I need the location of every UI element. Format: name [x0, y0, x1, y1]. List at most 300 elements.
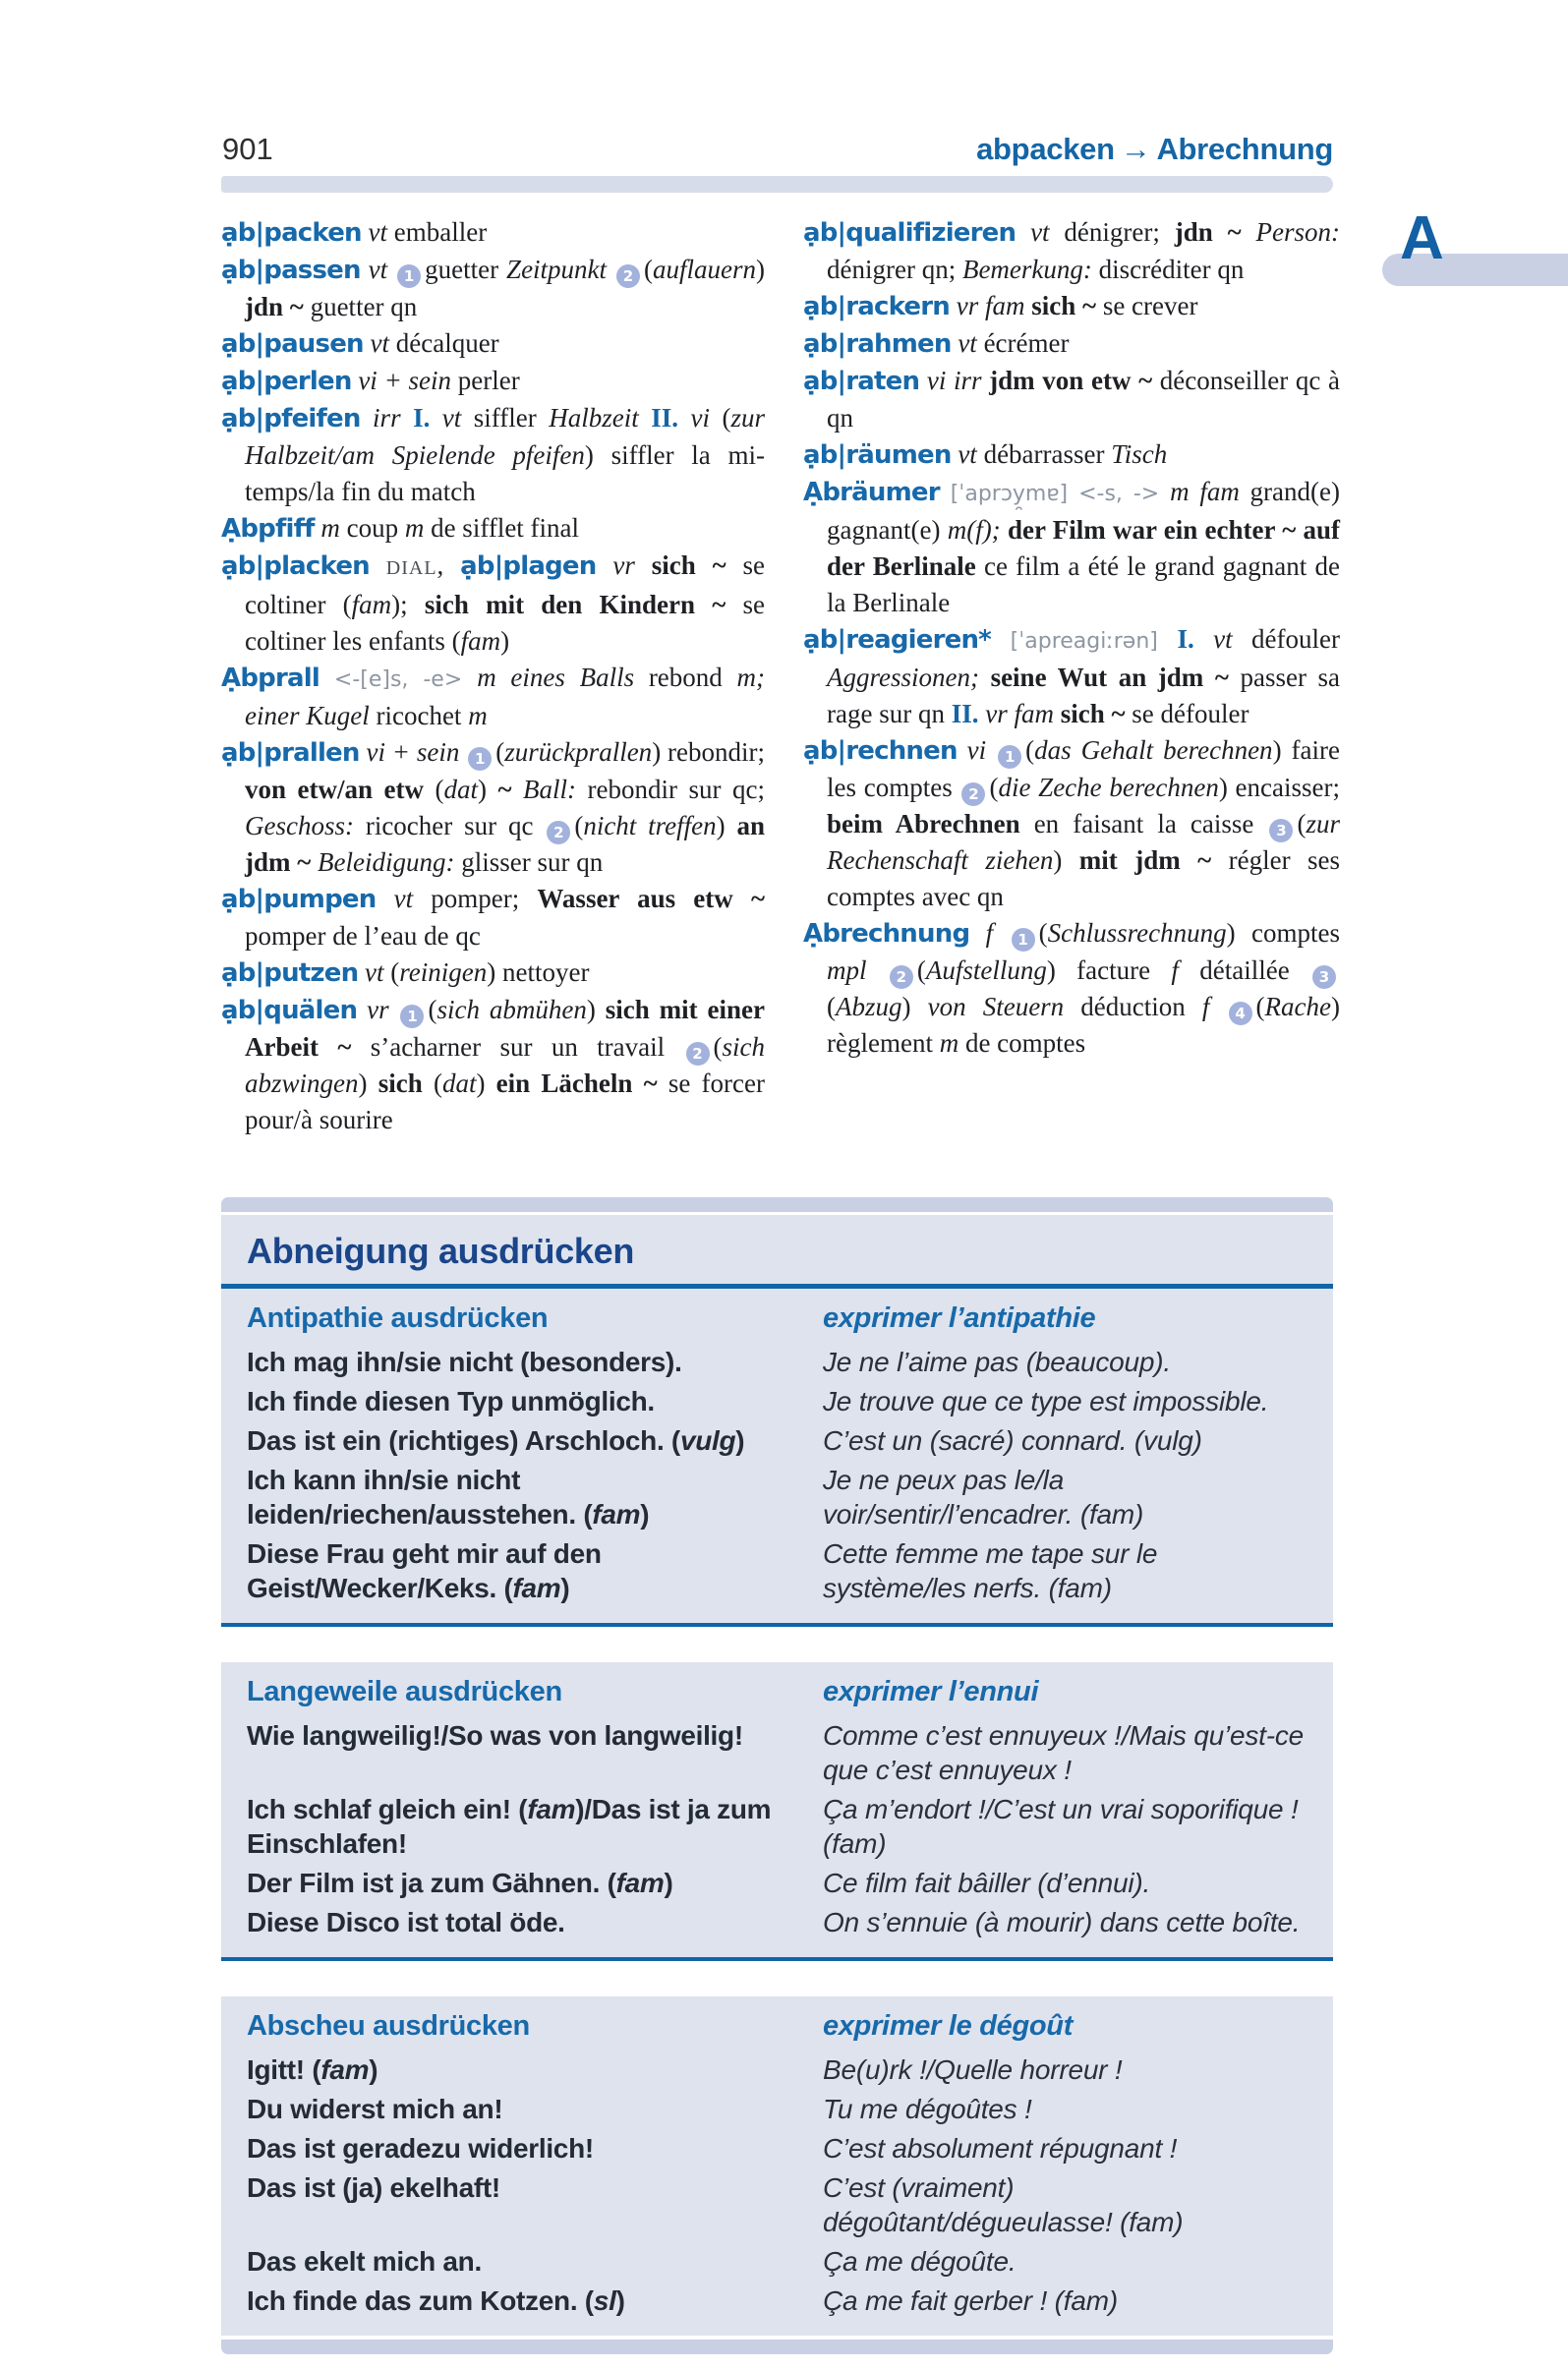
headword: ạb|prallen: [221, 738, 360, 768]
text-segment: )/Das ist ja zum Einschlafen!: [247, 1794, 772, 1859]
text-segment: se coltiner (: [245, 550, 766, 619]
text-segment: régler ses comptes avec qn: [827, 845, 1341, 911]
section-heading-french: exprimer le dégoût: [823, 2010, 1074, 2042]
phrase-german: [247, 1718, 823, 1787]
text-segment: m(f);: [947, 515, 1001, 545]
text-segment: ): [560, 1573, 570, 1603]
phrase-box-title-bar: [221, 1215, 1333, 1284]
phrase-french: C’est absolument répugnant !: [823, 2133, 1178, 2164]
dictionary-entry: [803, 214, 1340, 288]
text-segment: dénigrer qn;: [827, 255, 962, 284]
phrase-german: [247, 2244, 823, 2279]
dictionary-entry: [803, 363, 1340, 436]
phrase-french: Ça me dégoûte.: [823, 2246, 1016, 2277]
phrase-german: [247, 1384, 823, 1418]
dictionary-entry: [221, 881, 765, 954]
text-segment: sich: [377, 1069, 423, 1098]
dictionary-entry: [221, 992, 765, 1138]
running-head-last-word: Abrechnung: [1156, 132, 1333, 166]
arrow-right-icon: →: [1120, 132, 1151, 166]
headword: ạb|reagieren*: [803, 625, 991, 655]
phrase-french: Je ne l’aime pas (beaucoup).: [823, 1347, 1171, 1377]
text-segment: Ich kann ihn/sie nicht leiden/riechen/ausstehen. (: [247, 1465, 593, 1530]
text-segment: perler: [457, 366, 520, 395]
text-segment: (: [916, 955, 926, 985]
text-segment: (: [644, 255, 653, 284]
text-segment: Beleidigung:: [318, 847, 455, 877]
text-segment: fam: [527, 1794, 576, 1824]
sense-number-badge: 2: [686, 1042, 710, 1066]
text-segment: (: [1025, 735, 1035, 765]
text-segment: vt: [376, 884, 432, 913]
dictionary-entry: [221, 252, 765, 325]
text-segment: fam: [592, 1499, 641, 1530]
text-segment: Person:: [1255, 217, 1340, 247]
text-segment: vt: [1193, 624, 1252, 654]
text-segment: sich abmühen: [436, 995, 587, 1024]
text-segment: grand(e) gagnant(e): [827, 477, 1340, 545]
headword: ạb|putzen: [221, 958, 359, 988]
text-segment: sich ~: [651, 550, 726, 580]
phrase-german: [247, 1463, 823, 1531]
sense-number-badge: 1: [397, 264, 421, 288]
text-segment: Ich finde das zum Kotzen. (: [247, 2285, 594, 2316]
text-segment: passer sa rage sur qn: [827, 663, 1341, 728]
text-segment: m: [404, 513, 425, 543]
headword: ạb|quälen: [221, 996, 358, 1025]
text-segment: siffler: [473, 403, 550, 433]
text-segment: Wasser aus etw ~: [537, 884, 765, 913]
text-segment: ) facture: [1046, 955, 1172, 985]
headword: ạb|räumen: [803, 440, 952, 470]
text-segment: m: [314, 513, 347, 543]
text-segment: sich mit einer Arbeit ~: [245, 995, 765, 1062]
phrase-french: C’est un (sacré) connard. (vulg): [823, 1425, 1202, 1456]
text-segment: guetter: [425, 255, 507, 284]
text-segment: Wie langweilig!/So was von langweilig!: [247, 1720, 743, 1751]
text-segment: Abzug: [836, 992, 902, 1021]
text-segment: ): [640, 1499, 650, 1530]
text-segment: I.: [1177, 624, 1194, 654]
headword: Ạbrechnung: [803, 919, 970, 949]
text-segment: vt: [430, 403, 474, 433]
text-segment: DIAL: [385, 557, 437, 579]
text-segment: von Steuern: [927, 992, 1065, 1021]
text-segment: Ich mag ihn/sie nicht (besonders).: [247, 1347, 682, 1377]
text-segment: fam: [512, 1573, 561, 1603]
phrase-german: [247, 2092, 823, 2126]
text-segment: sl: [593, 2285, 616, 2316]
text-segment: en faisant la caisse: [1019, 809, 1268, 838]
text-segment: zur Rechenschaft ziehen: [827, 809, 1340, 875]
text-segment: Diese Disco ist total öde.: [247, 1907, 565, 1937]
dictionary-entry: [803, 325, 1340, 363]
headword: Ạbprall: [221, 664, 319, 693]
text-segment: zurückprallen: [504, 737, 653, 767]
text-segment: Zeitpunkt: [506, 255, 614, 284]
phrase-french: Tu me dégoûtes !: [823, 2094, 1032, 2124]
headword: Ạbpfiff: [221, 514, 315, 544]
phrase-section: [221, 1289, 1333, 1623]
dictionary-entry: [803, 915, 1340, 1062]
text-segment: (: [1297, 809, 1307, 838]
text-segment: II.: [951, 699, 979, 728]
sense-number-badge: 2: [890, 965, 913, 989]
text-segment: vr: [596, 550, 652, 580]
text-segment: (: [423, 775, 444, 804]
text-segment: jdn ~: [1174, 217, 1242, 247]
text-segment: défouler: [1251, 624, 1340, 654]
text-segment: ricochet: [376, 701, 469, 730]
phrase-box-title: Abneigung ausdrücken: [247, 1231, 635, 1271]
phrase-french: Ça m’endort !/C’est un vrai soporifique ! (fam): [823, 1794, 1299, 1859]
headword: Ạbräumer: [803, 478, 940, 507]
text-segment: seine Wut an jdm ~: [990, 663, 1229, 692]
text-segment: vi + sein: [359, 737, 467, 767]
sense-number-badge: 1: [400, 1005, 424, 1028]
phrase-french: C’est (vraiment) dégoûtant/dégueulasse! (fam): [823, 2172, 1184, 2237]
text-segment: Bemerkung:: [961, 255, 1092, 284]
sense-number-badge: 3: [1312, 965, 1336, 989]
text-segment: s’acharner sur un travail: [351, 1032, 684, 1062]
text-segment: (: [827, 992, 836, 1021]
text-segment: ) encaisser;: [1218, 773, 1340, 802]
text-segment: guetter qn: [303, 292, 418, 321]
text-segment: jdn ~: [245, 292, 304, 321]
text-segment: reinigen: [399, 957, 488, 987]
sense-number-badge: 2: [961, 782, 985, 806]
headword: ạb|rackern: [803, 292, 950, 321]
headword: ạb|packen: [221, 218, 362, 248]
text-segment: (: [722, 403, 731, 433]
text-segment: ): [756, 255, 765, 284]
page-number: 901: [222, 132, 273, 166]
text-segment: ein Lächeln ~: [495, 1069, 658, 1098]
text-segment: [1209, 992, 1226, 1021]
text-segment: ricocher sur qc: [353, 811, 546, 840]
text-segment: jdm von etw ~: [989, 366, 1153, 395]
text-segment: m: [468, 701, 488, 730]
text-segment: Das ist ein (richtiges) Arschloch. (: [247, 1425, 680, 1456]
text-segment: der Film war ein echter ~ auf der Berlinale: [827, 515, 1341, 581]
phrase-box-bottom-strip: [221, 2340, 1333, 2354]
text-segment: Das ist geradezu widerlich!: [247, 2133, 594, 2164]
text-segment: ): [901, 992, 928, 1021]
sense-number-badge: 4: [1229, 1002, 1252, 1025]
text-segment: Diese Frau geht mir auf den Geist/Wecker/Keks. (: [247, 1538, 602, 1603]
headword: ạb|placken: [221, 551, 370, 581]
text-segment: se forcer pour/à sourire: [245, 1069, 765, 1134]
text-segment: II.: [651, 403, 678, 433]
headword: ạb|passen: [221, 256, 361, 285]
text-segment: (: [495, 737, 505, 767]
text-segment: m;: [736, 663, 765, 692]
text-segment: sich abzwingen: [245, 1032, 765, 1098]
phrase-box-sections: [221, 1289, 1333, 2336]
text-segment: (: [713, 1032, 723, 1062]
thumb-index-letter: A: [1400, 204, 1444, 272]
headword: ạb|pfeifen: [221, 404, 361, 433]
phrase-french: Ça me fait gerber ! (fam): [823, 2285, 1118, 2316]
sense-number-badge: 1: [1012, 928, 1035, 952]
text-segment: rebond: [648, 663, 737, 692]
text-segment: vi: [957, 735, 997, 765]
text-segment: ce film a été le grand gagnant de la Berlinale: [827, 551, 1340, 617]
phrase-french: Be(u)rk !/Quelle horreur !: [823, 2054, 1123, 2085]
dictionary-entry: [803, 474, 1340, 621]
text-segment: ) rebondir;: [652, 737, 765, 767]
phrase-german: [247, 1866, 823, 1900]
phrase-french: On s’ennuie (à mourir) dans cette boîte.: [823, 1907, 1301, 1937]
text-segment: vulg: [679, 1425, 736, 1456]
text-segment: ): [735, 1425, 745, 1456]
phrase-section: [221, 1996, 1333, 2336]
dictionary-entry: [221, 954, 765, 992]
text-segment: Tisch: [1111, 439, 1168, 469]
dictionary-entry: [221, 548, 765, 660]
dictionary-entry: [803, 732, 1340, 915]
text-segment: ): [476, 1069, 496, 1098]
phrase-french: Comme c’est ennuyeux !/Mais qu’est-ce que c’est ennuyeux !: [823, 1720, 1305, 1785]
text-segment: vt: [363, 328, 396, 358]
text-segment: mit jdm ~: [1078, 845, 1212, 875]
text-segment: (: [574, 811, 584, 840]
text-segment: discréditer qn: [1091, 255, 1245, 284]
text-segment: einer Kugel: [245, 701, 377, 730]
section-separator-gap: [221, 1961, 1333, 1996]
text-segment: vr: [357, 995, 399, 1024]
text-segment: se défouler: [1125, 699, 1249, 728]
phrase-french: Je trouve que ce type est impossible.: [823, 1386, 1269, 1416]
phrase-french: Ce film fait bâiller (d’ennui).: [823, 1868, 1151, 1898]
headword: ạb|raten: [803, 367, 920, 396]
text-segment: m eines Balls: [477, 663, 649, 692]
dictionary-column-right: [803, 214, 1340, 1062]
text-segment: pomper;: [431, 884, 538, 913]
text-segment: m fam: [1170, 477, 1250, 506]
dictionary-column-left: [221, 214, 765, 1138]
text-segment: détaillée: [1178, 955, 1311, 985]
text-segment: [ˈaprɔy̯mɐ] <-s, ->: [939, 482, 1171, 506]
header-divider-bar: [221, 176, 1333, 193]
text-segment: Halbzeit: [549, 403, 652, 433]
text-segment: Schlussrechnung: [1047, 918, 1227, 948]
text-segment: [979, 663, 991, 692]
sense-number-badge: 2: [616, 264, 640, 288]
text-segment: ,: [436, 550, 461, 580]
text-segment: Rache: [1264, 992, 1331, 1021]
section-heading-german: Abscheu ausdrücken: [247, 2010, 530, 2042]
text-segment: vr fam: [950, 291, 1032, 320]
text-segment: ) siffler la mi-temps/la fin du match: [245, 440, 766, 506]
sense-number-badge: 1: [998, 745, 1021, 769]
text-segment: Ball:: [523, 775, 577, 804]
text-segment: vt: [358, 957, 391, 987]
phrase-german: [247, 2170, 823, 2239]
sense-number-badge: 2: [547, 821, 570, 844]
headword: ạb|perlen: [221, 367, 352, 396]
text-segment: écrémer: [983, 328, 1070, 358]
section-heading-french: exprimer l’antipathie: [823, 1302, 1096, 1334]
text-segment: mpl: [827, 955, 888, 985]
text-segment: ): [369, 2054, 378, 2085]
text-segment: de comptes: [958, 1028, 1086, 1058]
text-segment: ): [716, 811, 737, 840]
text-segment: Aggressionen;: [827, 663, 979, 692]
text-segment: (: [989, 773, 999, 802]
text-segment: Du widerst mich an!: [247, 2094, 503, 2124]
dictionary-entry: [221, 400, 765, 510]
dictionary-entry: [221, 363, 765, 400]
text-segment: (: [1255, 992, 1265, 1021]
text-segment: vt: [360, 255, 396, 284]
phrase-german: [247, 1792, 823, 1861]
text-segment: f: [1201, 992, 1210, 1021]
text-segment: ) règlement: [827, 992, 1340, 1058]
dictionary-entry: [221, 214, 765, 252]
text-segment: glisser sur qn: [454, 847, 604, 877]
phrase-french: Je ne peux pas le/la voir/sentir/l’encadrer. (fam): [823, 1465, 1144, 1530]
dictionary-entry: [221, 325, 765, 363]
dictionary-entry: [221, 734, 765, 881]
sense-number-badge: 3: [1269, 819, 1293, 842]
text-segment: ) comptes: [1226, 918, 1340, 948]
phrase-german: [247, 1423, 823, 1458]
headword: ạb|rahmen: [803, 329, 952, 359]
text-segment: vt: [951, 328, 984, 358]
text-segment: sich mit den Kindern ~: [424, 590, 726, 619]
text-segment: beim Abrechnen: [827, 809, 1020, 838]
text-segment: se crever: [1096, 291, 1198, 320]
headword: ạb|rechnen: [803, 736, 958, 766]
dictionary-entry: [803, 288, 1340, 325]
text-segment: von etw/an etw: [245, 775, 424, 804]
running-head-reference: [976, 132, 1333, 167]
text-segment: fam: [351, 590, 392, 619]
text-segment: (: [422, 1069, 442, 1098]
text-segment: Ich schlaf gleich ein! (: [247, 1794, 528, 1824]
text-segment: Igitt! (: [247, 2054, 321, 2085]
phrase-german: [247, 1536, 823, 1605]
phrase-section: [221, 1662, 1333, 1957]
text-segment: vt: [1016, 217, 1065, 247]
phrase-french: Cette femme me tape sur le système/les nerfs. (fam): [823, 1538, 1158, 1603]
text-segment: Das ist (ja) ekelhaft!: [247, 2172, 500, 2203]
text-segment: vi irr: [919, 366, 990, 395]
text-segment: dénigrer;: [1064, 217, 1175, 247]
text-segment: ) nettoyer: [487, 957, 590, 987]
sense-number-badge: 1: [468, 747, 492, 771]
text-segment: dat: [441, 1069, 477, 1098]
text-segment: fam: [320, 2054, 370, 2085]
text-segment: nicht treffen: [583, 811, 717, 840]
text-segment: ): [500, 626, 510, 656]
text-segment: irr: [360, 403, 414, 433]
dictionary-entry: [221, 660, 765, 734]
text-segment: Das ekelt mich an.: [247, 2246, 482, 2277]
text-segment: emballer: [393, 217, 488, 247]
text-segment: Geschoss:: [245, 811, 354, 840]
phrase-german: [247, 1905, 823, 1939]
section-heading-french: exprimer l’ennui: [823, 1676, 1039, 1707]
text-segment: décalquer: [395, 328, 499, 358]
text-segment: [370, 550, 386, 580]
headword: ạb|plagen: [460, 551, 597, 581]
section-heading-german: Antipathie ausdrücken: [247, 1302, 549, 1334]
text-segment: f: [1171, 955, 1179, 985]
text-segment: pomper de l’eau de qc: [245, 921, 481, 951]
text-segment: Aufstellung: [925, 955, 1047, 985]
text-segment: an jdm ~: [245, 811, 766, 877]
text-segment: f: [969, 918, 1010, 948]
text-segment: [ˈapreagiːrən]: [990, 629, 1178, 654]
headword: ạb|pumpen: [221, 885, 377, 914]
text-segment: vt: [361, 217, 394, 247]
text-segment: ~: [497, 775, 512, 804]
text-segment: Der Film ist ja zum Gähnen. (: [247, 1868, 616, 1898]
section-separator-gap: [221, 1627, 1333, 1662]
text-segment: se coltiner les enfants (: [245, 590, 765, 656]
text-segment: (: [428, 995, 437, 1024]
text-segment: die Zeche berechnen: [998, 773, 1219, 802]
text-segment: das Gehalt berechnen: [1034, 735, 1273, 765]
text-segment: vr fam: [978, 699, 1061, 728]
text-segment: (: [1038, 918, 1048, 948]
text-segment: [1242, 217, 1256, 247]
dictionary-entry: [221, 510, 765, 548]
text-segment: dat: [443, 775, 478, 804]
text-segment: déduction: [1064, 992, 1202, 1021]
phrase-box: [221, 1197, 1333, 2354]
headword: ạb|pausen: [221, 329, 364, 359]
text-segment: );: [391, 590, 425, 619]
text-segment: ): [615, 2285, 625, 2316]
text-segment: [512, 775, 524, 804]
phrase-german: [247, 2052, 823, 2087]
running-head-first-word: abpacken: [976, 132, 1115, 166]
text-segment: zur Halbzeit/am Spielende pfeifen: [245, 403, 765, 470]
text-segment: coup: [346, 513, 405, 543]
dictionary-entry: [803, 436, 1340, 474]
text-segment: ): [664, 1868, 673, 1898]
text-segment: [1001, 515, 1008, 545]
text-segment: ): [478, 775, 498, 804]
text-segment: Ich finde diesen Typ unmöglich.: [247, 1386, 655, 1416]
text-segment: auflauern: [653, 255, 756, 284]
text-segment: ): [358, 1069, 378, 1098]
text-segment: (: [390, 957, 400, 987]
text-segment: <-[e]s, -e>: [319, 667, 478, 692]
text-segment: ): [586, 995, 606, 1024]
text-segment: de sifflet final: [424, 513, 580, 543]
text-segment: débarrasser: [983, 439, 1112, 469]
text-segment: ) faire les comptes: [827, 735, 1340, 802]
text-segment: fam: [460, 626, 501, 656]
text-segment: vi + sein: [351, 366, 458, 395]
phrase-german: [247, 2283, 823, 2318]
text-segment: sich ~: [1060, 699, 1126, 728]
text-segment: vt: [951, 439, 984, 469]
text-segment: ): [1053, 845, 1079, 875]
section-heading-german: Langeweile ausdrücken: [247, 1676, 562, 1707]
text-segment: fam: [615, 1868, 665, 1898]
headword: ạb|qualifizieren: [803, 218, 1016, 248]
text-segment: m: [939, 1028, 959, 1058]
phrase-german: [247, 1345, 823, 1379]
text-segment: I.: [413, 403, 431, 433]
phrase-box-top-strip: [221, 1197, 1333, 1212]
phrase-german: [247, 2131, 823, 2166]
